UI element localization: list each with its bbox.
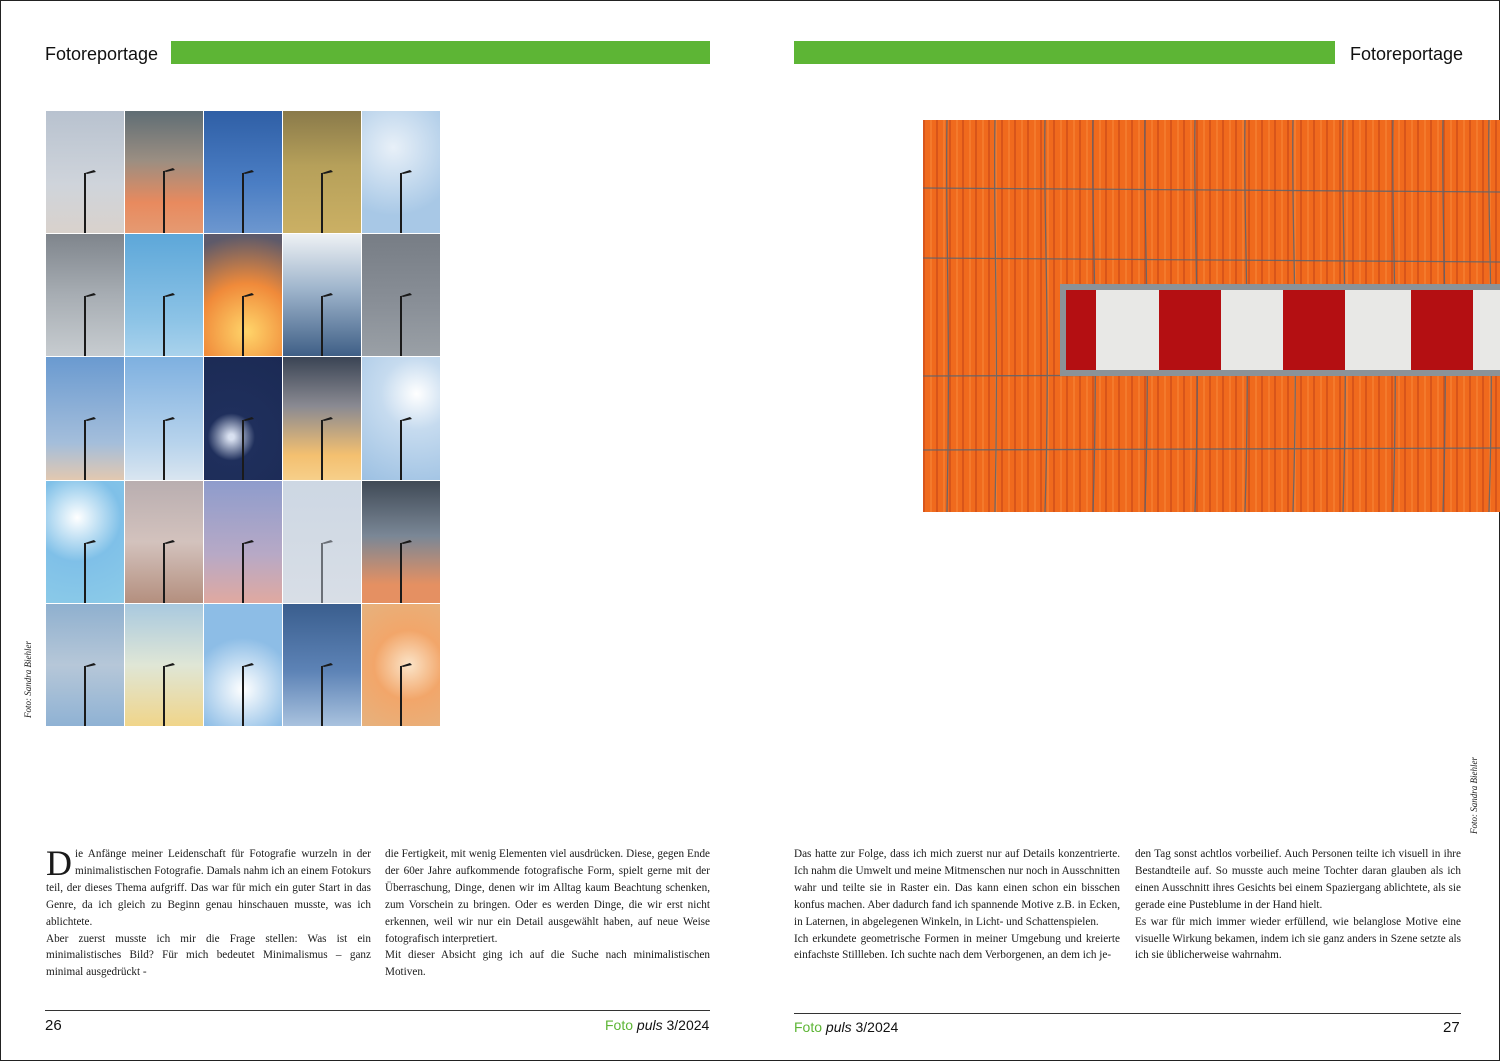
street-lamp-icon — [228, 410, 258, 480]
street-lamp-icon — [149, 533, 179, 603]
right-green-bar — [794, 41, 1335, 64]
street-lamp-icon — [70, 163, 100, 233]
paragraph: die Fertigkeit, mit wenig Elementen viel ausdrücken. Diese, gegen Ende der 60er Jahre aufkommende fotografische Form, spielt gerne mit der Überraschung, Dinge, denen wir im Alltag kaum Beachtung schenken, zum Vorschein zu bringen. Oder es werden Dinge, die wir erst nicht erkennen, weil wir nur ein Detail ausgewählt haben, auf neue Weise fotografisch interpretiert. — [385, 848, 710, 945]
photo-tile — [204, 234, 282, 356]
street-lamp-icon — [386, 533, 416, 603]
paragraph: Die Anfänge meiner Leidenschaft für Fotografie wurzeln in der minimalistischen Fotografie. Damals nahm ich an einem Fotokurs teil, der dieses Thema aufgriff. Das war für mich ein guter Start in das Genre, da ich gleich zu Beginn genau hinschauen musste, was ich ablichtete. — [46, 843, 371, 928]
left-photo-credit: Foto: Sandra Biehler — [23, 641, 33, 718]
paragraph: Mit dieser Absicht ging ich auf die Suche nach minimalistischen Motiven. — [385, 949, 710, 979]
street-lamp-icon — [386, 286, 416, 356]
street-lamp-icon — [228, 656, 258, 726]
photo-tile — [362, 234, 440, 356]
right-footer-rule — [794, 1013, 1461, 1014]
photo-tile — [283, 357, 361, 479]
photo-tile — [125, 481, 203, 603]
paragraph: Es war für mich immer wieder erfüllend, wie belanglose Motive eine visuelle Wirkung bekamen, indem ich sie ganz anders in Szene setzte als ich sie üblicherweise wahrnahm. — [1135, 915, 1461, 962]
street-lamp-photo-grid — [46, 111, 440, 726]
right-section-title: Fotoreportage — [1350, 44, 1464, 64]
street-lamp-icon — [70, 656, 100, 726]
street-lamp-icon — [228, 163, 258, 233]
photo-tile — [204, 604, 282, 726]
right-magazine-name: Foto puls 3/2024 — [794, 1019, 899, 1035]
street-lamp-icon — [228, 533, 258, 603]
photo-tile — [283, 604, 361, 726]
right-text-column-1 — [794, 846, 1120, 964]
street-lamp-icon — [307, 410, 337, 480]
street-lamp-icon — [149, 410, 179, 480]
photo-tile — [46, 234, 124, 356]
photo-tile — [283, 234, 361, 356]
street-lamp-icon — [307, 286, 337, 356]
photo-tile — [46, 481, 124, 603]
orange-wall-barrier-image — [923, 120, 1500, 512]
street-lamp-icon — [307, 656, 337, 726]
photo-tile — [204, 357, 282, 479]
photo-tile — [362, 481, 440, 603]
street-lamp-icon — [149, 286, 179, 356]
left-text-column-2 — [385, 846, 710, 981]
left-section-title: Fotoreportage — [45, 44, 159, 64]
street-lamp-icon — [386, 410, 416, 480]
left-magazine-name: Foto puls 3/2024 — [605, 1017, 710, 1033]
photo-tile — [204, 481, 282, 603]
street-lamp-icon — [307, 533, 337, 603]
street-lamp-icon — [386, 163, 416, 233]
paragraph: Aber zuerst musste ich mir die Frage stellen: Was ist ein minimalistisches Bild? Für mich bedeutet Minimalismus – ganz minimal ausgedrückt - — [46, 932, 371, 979]
photo-tile — [283, 481, 361, 603]
photo-tile — [46, 604, 124, 726]
photo-tile — [283, 111, 361, 233]
photo-tile — [46, 111, 124, 233]
photo-tile — [362, 111, 440, 233]
photo-tile — [125, 111, 203, 233]
street-lamp-icon — [70, 533, 100, 603]
street-lamp-icon — [386, 656, 416, 726]
barrier-photo — [923, 120, 1500, 512]
photo-tile — [125, 234, 203, 356]
left-footer-rule — [45, 1010, 710, 1011]
paragraph: den Tag sonst achtlos vorbeilief. Auch Personen teilte ich visuell in ihre Bestandteile auf. So musste auch meine Tochter daran glauben als ich einen Ausschnitt ihres Gesichts bei einem Spaziergang ablichtete, als sie gerade eine Pusteblume in der Hand hielt. — [1135, 848, 1461, 911]
right-photo-credit: Foto: Sandra Biehler — [1469, 757, 1479, 834]
right-text-column-2 — [1135, 846, 1461, 964]
left-text-column-1 — [46, 843, 371, 981]
paragraph: Das hatte zur Folge, dass ich mich zuerst nur auf Details konzentrierte. Ich nahm die Umwelt und meine Mitmenschen nur noch in Ausschnitten wahr und teilte sie in Raster ein. Das kann einen schon ein bisschen konfus machen. Aber dadurch fand ich spannende Motive z.B. in Ecken, in Laternen, in abgelegenen Winkeln, in Licht- und Schattenspielen. — [794, 848, 1120, 928]
street-lamp-icon — [70, 410, 100, 480]
photo-tile — [125, 604, 203, 726]
street-lamp-icon — [149, 656, 179, 726]
right-page-number: 27 — [1443, 1019, 1460, 1036]
street-lamp-icon — [149, 163, 179, 233]
left-page-number: 26 — [45, 1017, 62, 1034]
street-lamp-icon — [228, 286, 258, 356]
photo-tile — [204, 111, 282, 233]
drop-cap: D — [46, 843, 72, 883]
paragraph: Ich erkundete geometrische Formen in meiner Umgebung und kreierte einfachste Stillleben. Ich suchte nach dem Verborgenen, an dem ich je- — [794, 932, 1120, 962]
photo-tile — [362, 357, 440, 479]
photo-tile — [46, 357, 124, 479]
photo-tile — [362, 604, 440, 726]
street-lamp-icon — [307, 163, 337, 233]
photo-tile — [125, 357, 203, 479]
street-lamp-icon — [70, 286, 100, 356]
left-green-bar — [171, 41, 710, 64]
